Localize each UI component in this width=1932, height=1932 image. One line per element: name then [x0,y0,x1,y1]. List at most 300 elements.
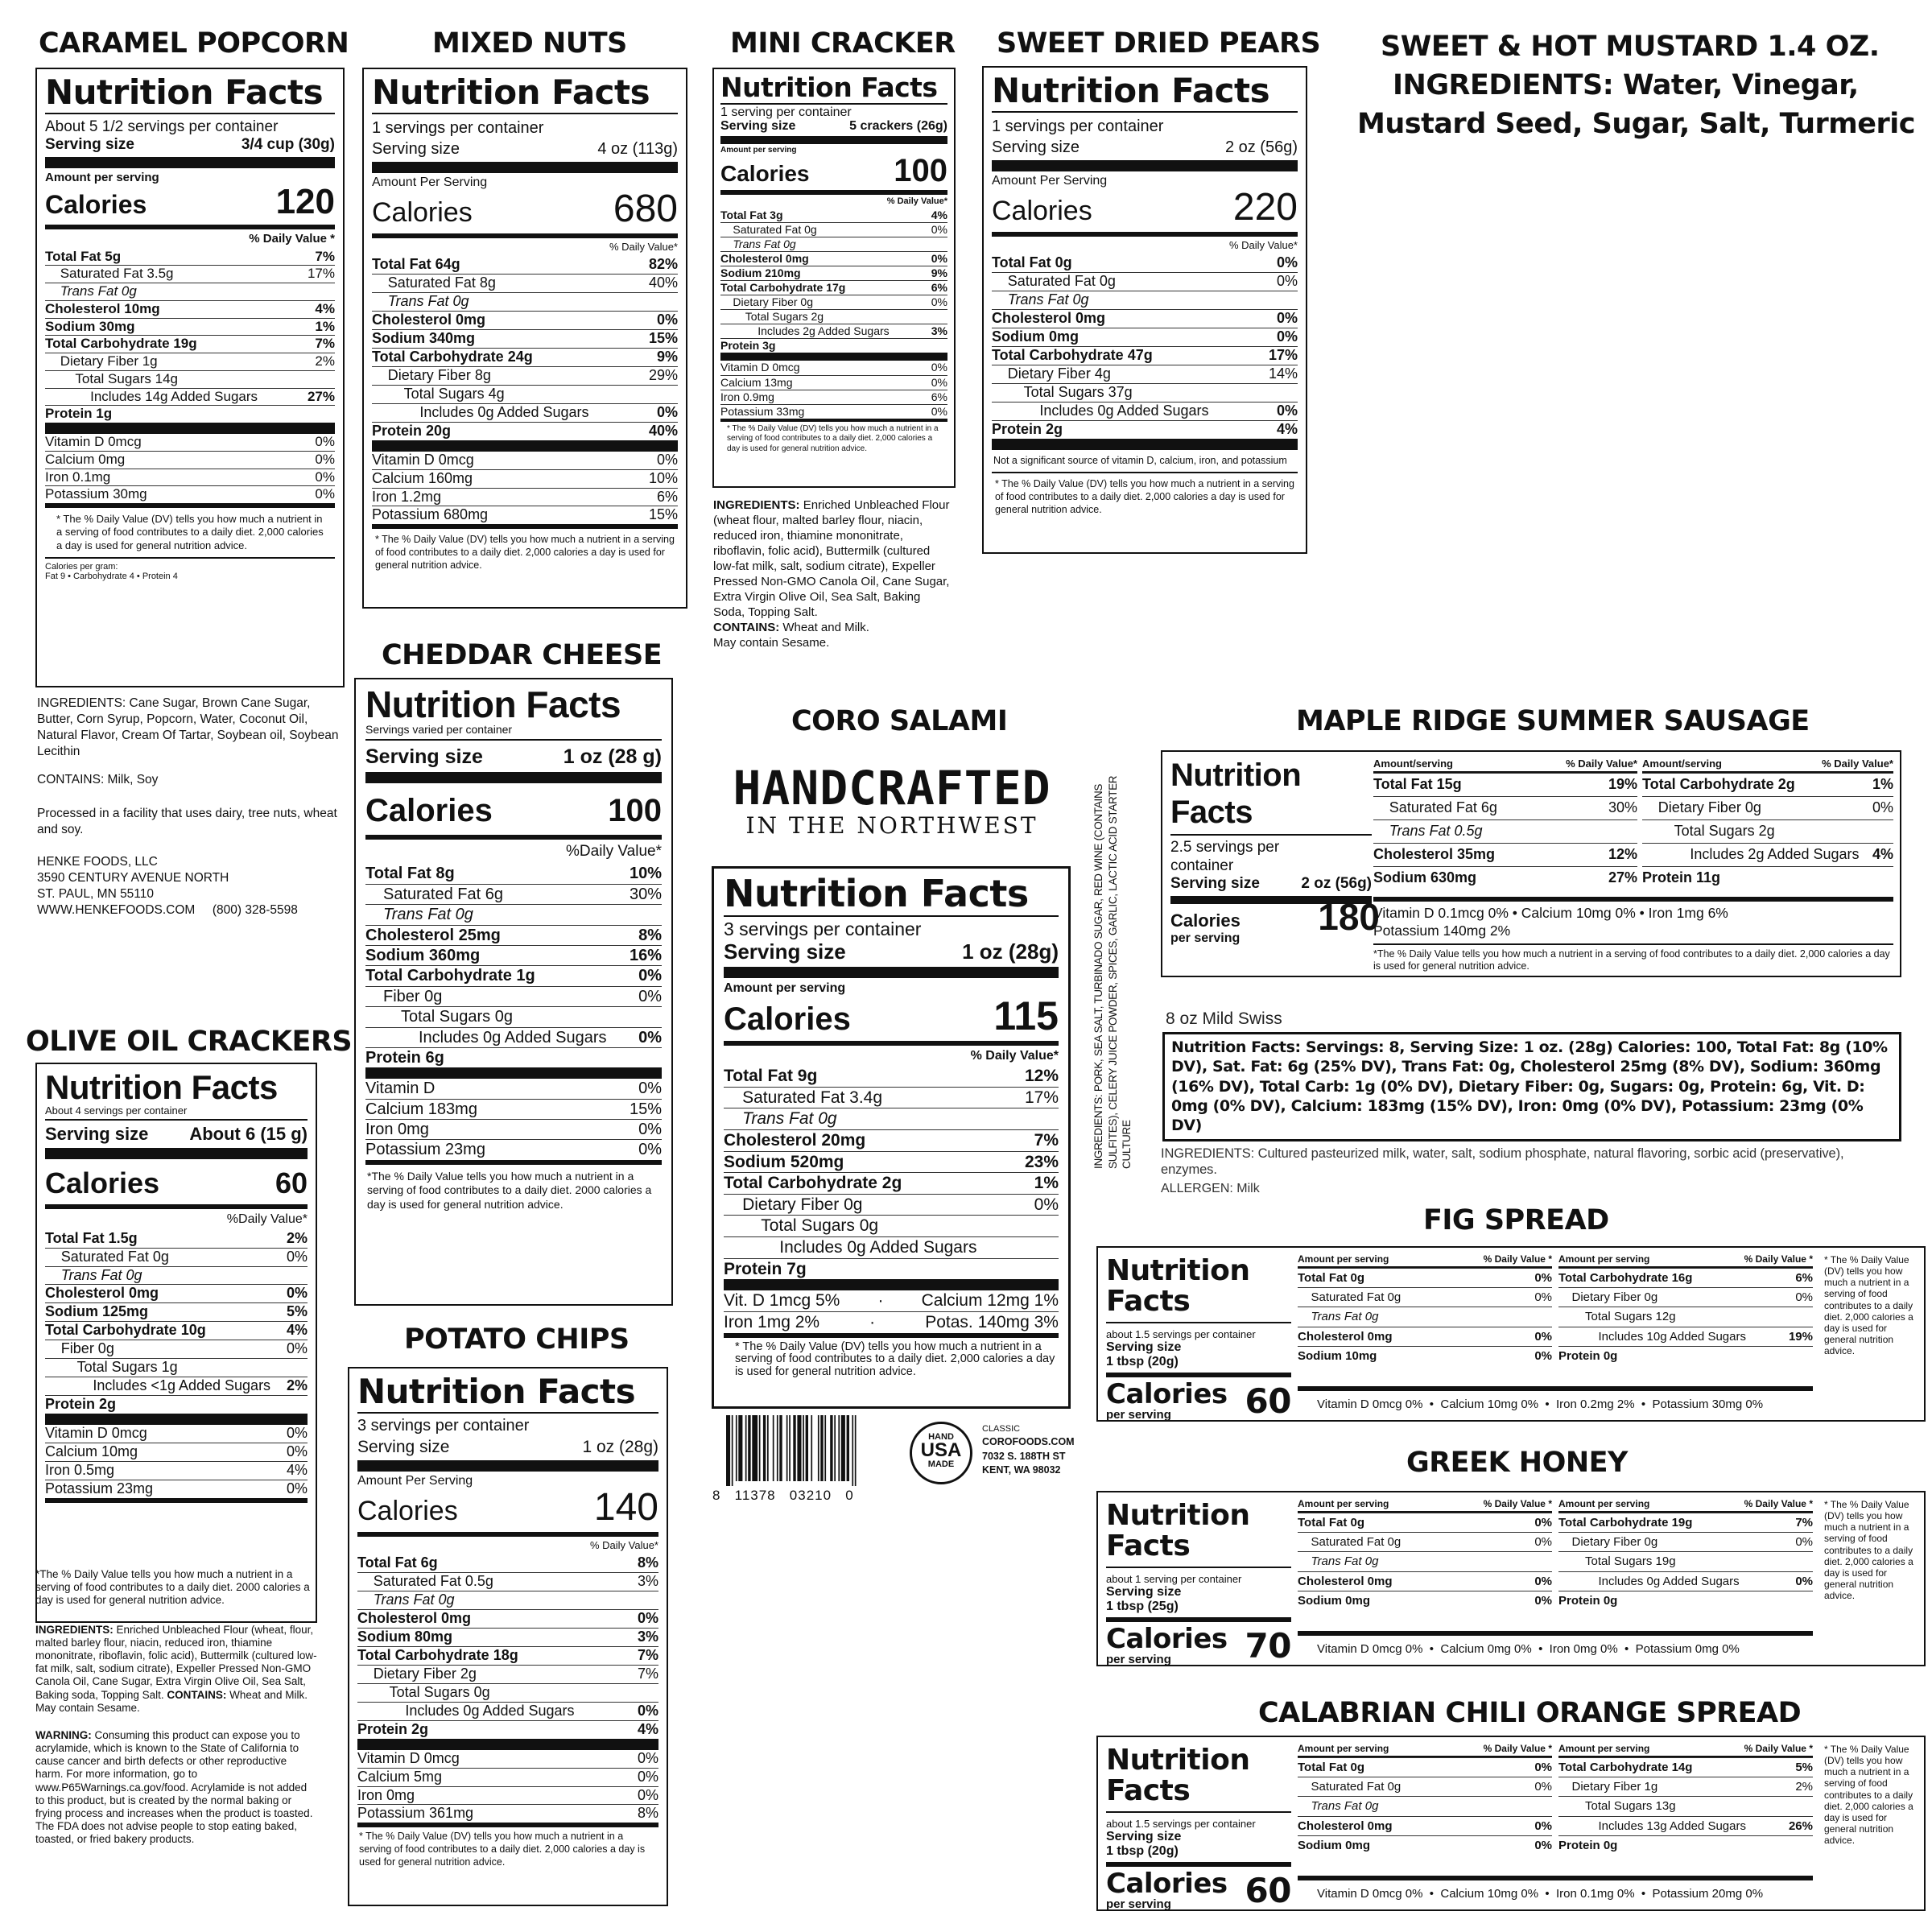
maple-col1-rows [1373,773,1637,889]
servings-per-container: about 1.5 servings per container [1106,1817,1256,1830]
calories-value: 60 [275,1166,308,1199]
cheddar-vitamin-rows [365,1079,662,1160]
nutrient-dv: 2% [286,1229,308,1246]
nutrient-row [45,1358,308,1377]
nutrient-row [45,1425,308,1443]
nutrient-row [1298,1591,1552,1610]
serving-size-label: Serving size [45,135,134,153]
nutrient-row [357,1683,658,1702]
nutrient-row [365,986,662,1006]
address-classic: CLASSIC [982,1424,1021,1434]
nutrient-row [1298,1835,1552,1855]
nutrient-label: Dietary Fiber 0g [742,1195,863,1214]
nutrient-dv: 1% [315,318,335,334]
maple-nutrition-panel [1161,750,1901,977]
nutrient-dv: 9% [656,348,678,365]
nutrient-label: Total Sugars 14g [75,370,178,386]
nutrient-dv: 0% [931,361,947,374]
nutrient-dv: 27% [1608,869,1637,886]
nutrient-label: Vitamin D [365,1080,436,1098]
nutrient-label: Cholesterol 10mg [45,300,160,316]
nutrient-row [1298,1307,1552,1326]
nutrient-label: Cholesterol 0mg [357,1609,472,1626]
nutrient-label: Total Fat 3g [720,208,783,221]
nutrient-label: Vitamin D 0mcg [357,1749,460,1766]
nutrient-dv: 0% [1795,1574,1813,1588]
nutrient-row [45,1395,308,1414]
nutrient-label: Protein 2g [45,1396,117,1413]
barcode-bar [773,1415,774,1481]
nutrient-label: Protein 2g [992,420,1063,437]
ingredients-text: Enriched Unbleached Flour (wheat flour, malted barley flour, niacin, reduced iron, thiamine mononitrate, riboflavin, folic acid), Buttermilk (cultured low-fat milk, salt, sodium citrate), Expeller Pressed Non-GMO Canola Oil, Cane Sugar, Extra Virgin Olive Oil, Sea Salt, Baking Soda, Topping Salt. [713,498,950,620]
nutrient-dv: 3% [931,324,947,338]
nutrient-label: Total Fat 8g [365,865,455,883]
nutrient-row [357,1720,658,1739]
nutrient-dv: 0% [1534,1818,1552,1833]
nutrient-dv: 16% [629,946,662,964]
dv-header: % Daily Value * [1744,1498,1813,1509]
nutrient-row [720,361,947,374]
nutrient-label: Potassium 680mg [372,506,489,523]
nutrient-row [1558,1835,1813,1855]
company-web-phone: WWW.HENKEFOODS.COM (800) 328-5598 [37,903,298,918]
dv-header: % Daily Value* [1822,758,1893,770]
nutrient-label: Dietary Fiber 8g [387,366,491,383]
contains-label: CONTAINS: [713,621,780,635]
serving-size-label: Serving size [45,1124,149,1144]
address-web: COROFOODS.COM [982,1436,1075,1448]
nutrient-label: Total Carbohydrate 47g [992,346,1153,363]
barcode-bar [818,1415,819,1481]
nutrient-row [720,237,947,251]
nutrient-row [720,338,947,353]
nutrient-dv: 26% [1788,1818,1813,1833]
nutrient-label: Trans Fat 0g [387,293,469,309]
hand-made-usa-seal [910,1422,972,1484]
nutrient-label: Sodium 0mg [1298,1593,1371,1608]
nutrient-dv: 0% [1795,1535,1813,1550]
nutrient-dv: 30% [629,885,662,903]
nutrition-facts-heading-line2: Facts [1106,1773,1191,1807]
nutrient-row [45,1377,308,1395]
barcode-bar [852,1415,853,1486]
barcode-bar [738,1415,742,1481]
nutrient-row [1373,843,1637,866]
caramel-nutrient-rows [45,249,335,423]
nutrient-label: Dietary Fiber 4g [1007,365,1111,382]
nutrient-label: Cholesterol 0mg [1298,1818,1393,1833]
nutrient-row [45,405,335,423]
nutrient-dv: 0% [638,1121,662,1139]
nutrient-dv: 4% [931,208,947,221]
nutrient-row [365,1139,662,1159]
warning-text: Consuming this product can expose you to acrylamide, which is known to the State of California to cause cancer and birth defects or other reproductive harm. For more information, go to www.P65Warnings.ca.gov/food. Acrylamide is not added to this product, but is created by the normal baking or frying process and increases when the product is toasted. The FDA does not advise people to stop eating baked, toasted, or fried bakery products. [35,1728,313,1846]
mini-cracker-title: MINI CRACKER [730,27,956,60]
nutrient-label: Total Carbohydrate 2g [724,1174,902,1193]
nutrient-row [720,208,947,222]
vitamin-line-1: Vitamin D 0.1mcg 0% • Calcium 10mg 0% • Iron 1mg 6% [1373,905,1728,921]
nutrient-row [1558,1327,1813,1346]
nutrition-facts-heading-line1: Nutrition [1170,758,1302,793]
caramel-processed: Processed in a facility that uses dairy, tree nuts, wheat and soy. [37,806,337,836]
nutrient-dv: 2% [315,353,335,369]
vitamin-line: Vitamin D 0mcg 0% • Calcium 0mg 0% • Iron 0mg 0% • Potassium 0mg 0% [1317,1642,1740,1656]
servings-per-container: About 4 servings per container [45,1104,188,1117]
nutrient-dv: 15% [629,1100,662,1118]
nutrient-label: Protein 0g [1558,1348,1618,1363]
nutrient-dv: 0% [931,222,947,236]
nutrient-dv: 17% [1024,1088,1059,1107]
barcode-bar [824,1415,826,1481]
nutrient-row [992,254,1298,272]
nutrient-row [45,1443,308,1461]
nutrient-label: Total Carbohydrate 14g [1558,1760,1693,1774]
chips-nutrient-rows [357,1554,658,1739]
nutrient-label: Potassium 361mg [357,1805,474,1822]
nutrient-dv: 0% [638,1141,662,1159]
nutrient-row [1373,866,1637,890]
nutrient-label: Trans Fat 0g [373,1591,455,1608]
nutrient-label: Sodium 340mg [372,329,476,346]
brand-northwest: IN THE NORTHWEST [745,812,1038,839]
calories-label: Calories [1106,1377,1228,1410]
nutrient-dv: 2% [286,1377,308,1394]
nutrition-facts-heading: Nutrition Facts [357,1372,636,1411]
nutrient-dv: 29% [648,366,678,383]
barcode-bar [745,1415,747,1481]
nutrient-dv: 5% [1795,1760,1813,1774]
barcode-bar [777,1415,778,1481]
nutrient-dv: 6% [656,488,678,505]
nutrient-label: Potassium 33mg [720,404,805,418]
nutrient-label: Total Fat 5g [45,248,122,264]
nutrient-dv: 15% [648,506,678,523]
nutrient-row [45,451,335,469]
nutrient-dv: 30% [1608,799,1637,816]
barcode-bar [841,1415,845,1481]
nutrient-label: Total Carbohydrate 19g [45,336,197,352]
serving-size-label: Serving size [1170,874,1260,892]
maple-col2-rows [1642,773,1893,889]
nutrient-label: Total Carbohydrate 1g [365,967,535,985]
daily-value-header: % Daily Value* [1228,239,1298,251]
nutrient-dv: 0% [1534,1348,1552,1363]
nutrient-label: Includes 0g Added Sugars [405,1702,575,1719]
barcode-bar [779,1415,782,1481]
nutrient-dv: 0% [1534,1535,1552,1550]
nutrient-label: Total Carbohydrate 19g [1558,1515,1693,1530]
nutrient-dv: 0% [1276,328,1298,345]
daily-value-header: % Daily Value* [970,1048,1059,1063]
barcode-bar [811,1415,812,1481]
nutrient-dv: 0% [637,1749,658,1766]
nutrient-row [992,272,1298,291]
nutrient-label: Total Sugars 37g [1023,383,1133,400]
nutrient-row [45,485,335,503]
nuts-vitamin-rows [372,452,678,525]
calories-value: 60 [1245,1381,1291,1421]
barcode-bar [838,1415,840,1481]
nutrient-row [1558,1816,1813,1835]
nutrient-label: Calcium 160mg [372,469,473,486]
contains-label: CONTAINS: [167,1688,227,1701]
serving-size-value: 1 oz (28 g) [563,745,662,768]
nutrient-row [1373,796,1637,819]
nutrient-row [1558,1268,1813,1287]
barcode-bar [732,1415,733,1486]
caramel-popcorn-title: CARAMEL POPCORN [39,27,349,60]
mustard-ingredients-line2: Mustard Seed, Sugar, Salt, Turmeric [1357,108,1915,140]
nutrient-label: Includes 13g Added Sugars [1598,1818,1746,1833]
nutrient-row [45,318,335,336]
serving-size-label: Serving size [992,138,1080,156]
nutrient-row [372,292,678,311]
nutrient-label: Iron 1.2mg [372,488,442,505]
amount-header: Amount per serving [1558,1253,1650,1265]
nutrient-dv: 82% [648,256,678,273]
brand-handcrafted: HANDCRAFTED [733,761,1051,815]
nutrient-row [45,1480,308,1498]
nutrient-row [365,1006,662,1026]
nutrient-label: Protein 7g [724,1259,807,1278]
nutrient-dv: 17% [307,266,335,282]
nutrient-dv: 0% [1534,1515,1552,1530]
nutrient-label: Cholesterol 25mg [365,926,501,944]
nutrient-row [1298,1268,1552,1287]
nutrient-label: Vitamin D 0mcg [720,361,800,374]
nutrient-label: Trans Fat 0g [60,1266,142,1283]
nutrient-col-1 [1298,1757,1552,1855]
coro-address [982,1423,1075,1478]
nutrient-row [720,222,947,237]
nutrient-col-2 [1558,1757,1813,1855]
nutrient-dv: 0% [638,987,662,1005]
nutrient-label: Trans Fat 0g [1311,1554,1379,1569]
nutrient-label: Iron 0.5mg [45,1462,115,1479]
nutrient-label: Vitamin D 0mcg [45,434,142,450]
nutrient-row [992,383,1298,402]
mixed-nuts-nutrition-panel [362,68,687,609]
nutrient-dv: 0% [286,1248,308,1265]
swiss-title: 8 oz Mild Swiss [1166,1009,1282,1028]
nutrient-row [1558,1796,1813,1815]
nutrient-dv: 8% [637,1805,658,1822]
nutrient-label: Total Carbohydrate 10g [45,1322,206,1339]
nutrient-dv: 4% [637,1720,658,1737]
nutrient-label: Cholesterol 20mg [724,1131,866,1150]
serving-size-value: 1 tbsp (20g) [1106,1354,1179,1368]
swiss-ingredients: INGREDIENTS: Cultured pasteurized milk, water, salt, sodium phosphate, natural flavoring, sorbic acid (preservative), enzymes. [1161,1146,1844,1177]
nutrient-label: Trans Fat 0g [1007,291,1089,308]
maple-vitamins [1373,905,1728,940]
nutrient-row [372,348,678,366]
serving-size-label: Serving size [372,140,460,158]
nutrient-dv: 7% [1034,1131,1059,1150]
nutrient-row [357,1609,658,1628]
nutrient-dv: 9% [931,266,947,279]
warning-label: WARNING: [35,1728,92,1741]
nutrient-label: Sodium 125mg [45,1303,149,1320]
serving-size-label: Serving size [724,939,846,964]
mixed-nuts-title: MIXED NUTS [432,27,627,60]
nutrient-row [45,335,335,353]
nutrient-row [1298,1327,1552,1346]
nutrient-label: Includes 0g Added Sugars [779,1238,977,1257]
nutrient-row [365,1079,662,1098]
seal-usa: USA [920,1439,962,1461]
nutrient-dv: 0% [286,1340,308,1357]
nutrient-row [1298,1287,1552,1307]
nutrient-row [992,365,1298,383]
nutrient-dv: 7% [1795,1515,1813,1530]
nutrient-dv: 0% [931,404,947,418]
nutrient-label: Fiber 0g [383,987,443,1005]
mini-cracker-ingredients [713,497,955,650]
nutrition-facts-heading-line2: Facts [1106,1284,1191,1318]
nutrient-row [1558,1777,1813,1796]
amount-per-serving: Amount Per Serving [992,174,1108,188]
nutrient-label: Total Sugars 0g [761,1216,879,1236]
serving-size-value: 1 tbsp (20g) [1106,1843,1179,1858]
nutrient-label: Iron 0mg [365,1121,429,1139]
nutrient-row [720,324,947,338]
calories-value: 180 [1318,896,1380,938]
serving-size-value: 2 oz (56g) [1301,874,1372,892]
nutrient-label: Total Fat 0g [1298,1515,1365,1530]
nutrient-row [1558,1346,1813,1365]
coro-ingredients-vertical [1092,766,1153,1169]
nutrient-label: Saturated Fat 8g [387,275,496,291]
per-serving: per serving [1170,931,1241,945]
nutrient-row [1558,1551,1813,1571]
nutrient-label: Includes 2g Added Sugars [1690,845,1860,862]
address-city: KENT, WA 98032 [982,1464,1061,1476]
nutrient-label: Saturated Fat 0.5g [373,1573,493,1590]
nutrient-row [1558,1513,1813,1532]
nutrient-label: Sodium 80mg [357,1628,453,1645]
nutrient-row [372,403,678,422]
dot-separator: · [869,1312,876,1331]
nutrient-label: Includes 0g Added Sugars [1039,402,1209,419]
nutrient-col-1 [1298,1513,1552,1610]
nutrient-dv: 0% [638,967,662,985]
nutrient-row [45,1461,308,1480]
nutrient-row [1298,1346,1552,1365]
amount-per-serving: Amount per serving [45,170,159,184]
nutrient-label: Includes 2g Added Sugars [758,324,890,338]
nutrient-dv: 4% [286,1322,308,1339]
nutrient-label: Sodium 10mg [1298,1348,1377,1363]
nutrient-dv: 19% [1788,1329,1813,1344]
nutrient-dv: 0% [1034,1195,1059,1214]
nutrient-dv: 15% [648,329,678,346]
calories-label: Calories [724,1001,851,1037]
nutrient-label: Sodium 210mg [720,266,801,279]
nutrient-label: Protein 20g [372,422,452,439]
servings-per-container: Servings varied per container [365,723,513,736]
amount-header: Amount/serving [1642,758,1722,770]
nutrient-label: Total Sugars 4g [403,385,505,402]
daily-value-footnote: * The % Daily Value (DV) tells you how much a nutrient in a serving of food contributes to a daily diet. 2,000 calories a day is used for general nutrition advice. [735,1340,1055,1379]
nutrient-dv: 0% [1534,1593,1552,1608]
daily-value-note: * The % Daily Value (DV) tells you how much a nutrient in a serving of food contributes to a daily diet. 2,000 calories a day is used for general nutrition advice. [1824,1744,1913,1847]
servings-per-container: About 5 1/2 servings per container [45,118,279,135]
barcode-bar [759,1415,761,1481]
nutrient-label: Total Fat 6g [357,1554,438,1571]
nutrient-label: Protein 11g [1642,869,1721,886]
calories-label: Calories [1170,910,1241,931]
dot-separator: · [877,1291,884,1311]
nutrient-label: Iron 0.9mg [720,390,774,403]
per-serving: per serving [1106,1897,1171,1911]
nutrient-label: Vitamin D 0mcg [45,1425,147,1442]
nutrient-row [365,1099,662,1119]
nutrient-row [720,280,947,295]
nutrient-label: Sodium 0mg [1298,1838,1371,1852]
daily-value-footnote: *The % Daily Value tells you how much a nutrient in a serving of food contributes to a daily diet. 2,000 calories a day is used for general nutrition advice. [1373,948,1890,972]
nutrient-row [724,1258,1059,1280]
serving-size-label: Serving size [720,119,796,134]
calories-label: Calories [720,161,810,187]
potassium: Potas. 140mg 3% [925,1312,1059,1331]
nutrient-label: Includes 0g Added Sugars [419,1028,607,1046]
not-significant-note: Not a significant source of vitamin D, calcium, iron, and potassium [993,454,1287,466]
nutrient-row [365,925,662,945]
servings-per-container: 2.5 servings per container [1170,839,1280,874]
nutrient-row [1558,1757,1813,1777]
nutrient-label: Total Fat 0g [1298,1270,1365,1285]
nutrient-dv: 23% [1024,1152,1059,1171]
mustard-ingredients-line1: INGREDIENTS: Water, Vinegar, [1393,69,1859,101]
nutrient-dv: 2% [1795,1780,1813,1794]
nutrient-label: Dietary Fiber 1g [1571,1780,1658,1794]
nutrient-dv: 0% [1276,254,1298,271]
nutrient-label: Total Sugars 2g [745,310,824,324]
caramel-nutrition-panel [35,68,345,687]
nutrient-row [1642,866,1893,890]
nutrient-row [45,353,335,370]
nutrient-row [45,1230,308,1248]
nutrient-label: Saturated Fat 6g [1389,799,1497,816]
nutrient-label: Trans Fat 0g [733,237,796,250]
nutrient-row [372,256,678,274]
amount-per-serving: Amount per serving [724,980,846,995]
amount-header: Amount/serving [1373,758,1453,770]
nutrient-dv: 0% [286,1443,308,1460]
nutrient-label: Total Fat 1.5g [45,1229,138,1246]
calories-label: Calories [45,1166,160,1199]
nutrient-dv: 10% [629,865,662,883]
nutrient-dv: 0% [286,1285,308,1302]
nutrient-row [724,1087,1059,1108]
nutrient-row [357,1591,658,1609]
vitamin-row-2 [724,1311,1059,1333]
nutrient-label: Cholesterol 0mg [720,251,809,265]
nutrient-label: Protein 1g [45,406,113,422]
cheddar-nutrition-panel [354,678,673,1306]
nutrient-row [45,434,335,451]
barcode-bar [789,1415,791,1481]
nutrient-row [357,1628,658,1646]
calories-value: 60 [1245,1871,1291,1910]
nutrient-row [1298,1757,1552,1777]
nutrient-row [1642,843,1893,866]
servings-per-container: 1 serving per container [720,105,852,119]
fig-spread-title: FIG SPREAD [1423,1204,1609,1236]
amount-header: Amount per serving [1298,1253,1389,1265]
nutrient-label: Trans Fat 0g [60,283,137,299]
dv-header: % Daily Value* [1566,758,1637,770]
